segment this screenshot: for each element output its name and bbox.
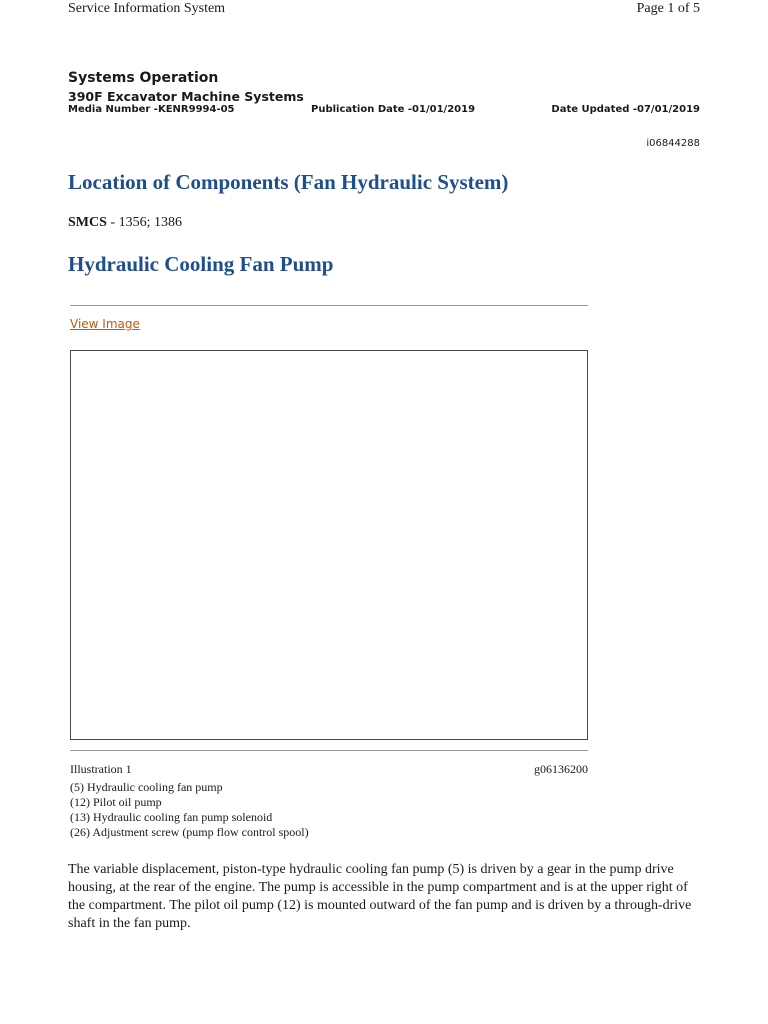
section-name: Systems Operation: [68, 70, 219, 86]
header-page-indicator: Page 1 of 5: [636, 1, 700, 16]
media-number: Media Number -KENR9994-05: [68, 104, 235, 115]
description-paragraph: The variable displacement, piston-type hydraulic cooling fan pump (5) is driven by a gear in the pump drive housing, at the rear of the engine. The pump is accessible in the pump compartment and is at the upper right of the compartment. The pilot oil pump (12) is mounted outward of the fan pump and is driven by a through-drive shaft in the fan pump.: [68, 862, 692, 931]
callout-item: (12) Pilot oil pump: [70, 795, 162, 809]
callout-list: [70, 780, 309, 840]
callout-item: (5) Hydraulic cooling fan pump: [70, 780, 223, 794]
header-system-name: Service Information System: [68, 1, 226, 16]
divider-top: [70, 305, 588, 306]
page-title: Location of Components (Fan Hydraulic System): [68, 170, 509, 194]
callout-item: (26) Adjustment screw (pump flow control spool): [70, 825, 309, 839]
date-updated: Date Updated -07/01/2019: [551, 104, 700, 115]
illustration-image: [70, 350, 588, 740]
illustration-label: Illustration 1: [70, 762, 132, 776]
smcs-codes: - 1356; 1386: [106, 215, 182, 230]
smcs-line: [68, 215, 182, 231]
section-subtitle: Hydraulic Cooling Fan Pump: [68, 252, 334, 276]
illustration-id: g06136200: [534, 762, 588, 776]
publication-date: Publication Date -01/01/2019: [311, 104, 476, 115]
divider-bottom: [70, 750, 588, 751]
smcs-label: SMCS: [68, 215, 107, 230]
callout-item: (13) Hydraulic cooling fan pump solenoid: [70, 810, 273, 824]
machine-name: 390F Excavator Machine Systems: [68, 89, 304, 104]
view-image-link[interactable]: View Image: [70, 317, 140, 331]
document-id: i06844288: [646, 138, 700, 149]
